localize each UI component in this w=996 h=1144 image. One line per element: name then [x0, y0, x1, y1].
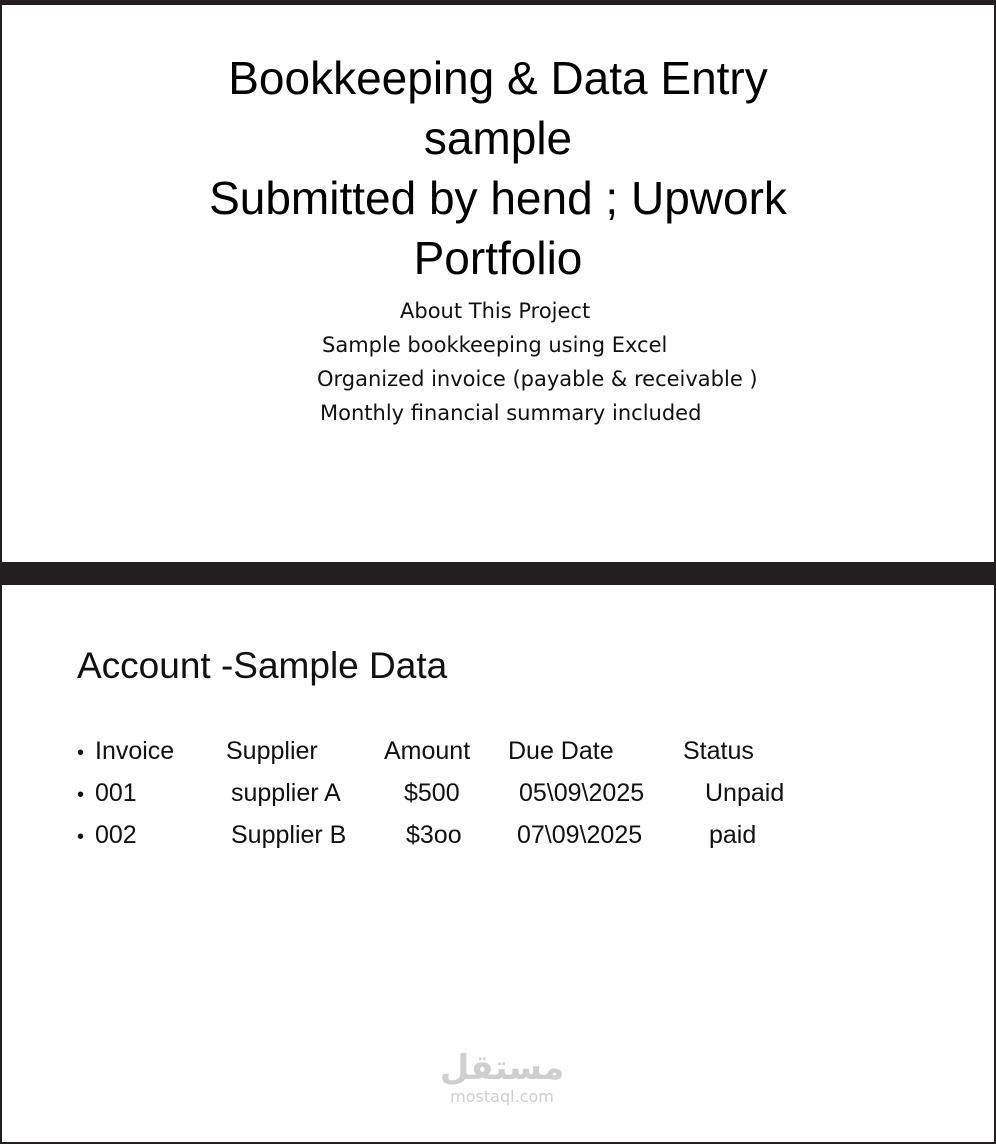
cell-due-date: 05\09\2025 — [519, 779, 645, 807]
slide-cover — [2, 5, 994, 562]
cell-amount: $3oo — [406, 821, 462, 849]
slide-sample-data — [2, 585, 994, 1142]
header-supplier: Supplier — [226, 737, 318, 765]
cell-due-date: 07\09\2025 — [517, 821, 643, 849]
slide-title — [2, 48, 994, 288]
title-line: Portfolio — [413, 232, 583, 284]
cell-invoice: 001 — [95, 779, 137, 807]
header-invoice: Invoice — [95, 737, 175, 765]
slide-title: Account -Sample Data — [77, 645, 448, 686]
header-due-date: Due Date — [508, 737, 614, 765]
cell-supplier: Supplier B — [231, 821, 347, 849]
bullet: • — [77, 784, 85, 806]
cell-status: paid — [709, 821, 757, 849]
mostaql-watermark — [402, 1048, 602, 1106]
watermark-site: mostaql.com — [450, 1087, 554, 1106]
header-status: Status — [683, 737, 754, 765]
cell-amount: $500 — [404, 779, 460, 807]
title-line: sample — [423, 112, 573, 164]
about-line: Organized invoice (payable & receivable ) — [317, 367, 758, 391]
about-line: Monthly financial summary included — [320, 401, 702, 425]
cell-invoice: 002 — [95, 821, 137, 849]
cell-supplier: supplier A — [231, 779, 341, 807]
bullet: • — [77, 742, 85, 764]
cell-status: Unpaid — [705, 779, 785, 807]
header-amount: Amount — [384, 737, 471, 765]
about-heading: About This Project — [400, 299, 591, 323]
title-line: Bookkeeping & Data Entry — [228, 52, 768, 104]
watermark-logo: مستقل — [439, 1048, 565, 1088]
bullet: • — [77, 826, 85, 848]
about-line: Sample bookkeeping using Excel — [322, 333, 668, 357]
title-line: Submitted by hend ; Upwork — [209, 172, 787, 224]
